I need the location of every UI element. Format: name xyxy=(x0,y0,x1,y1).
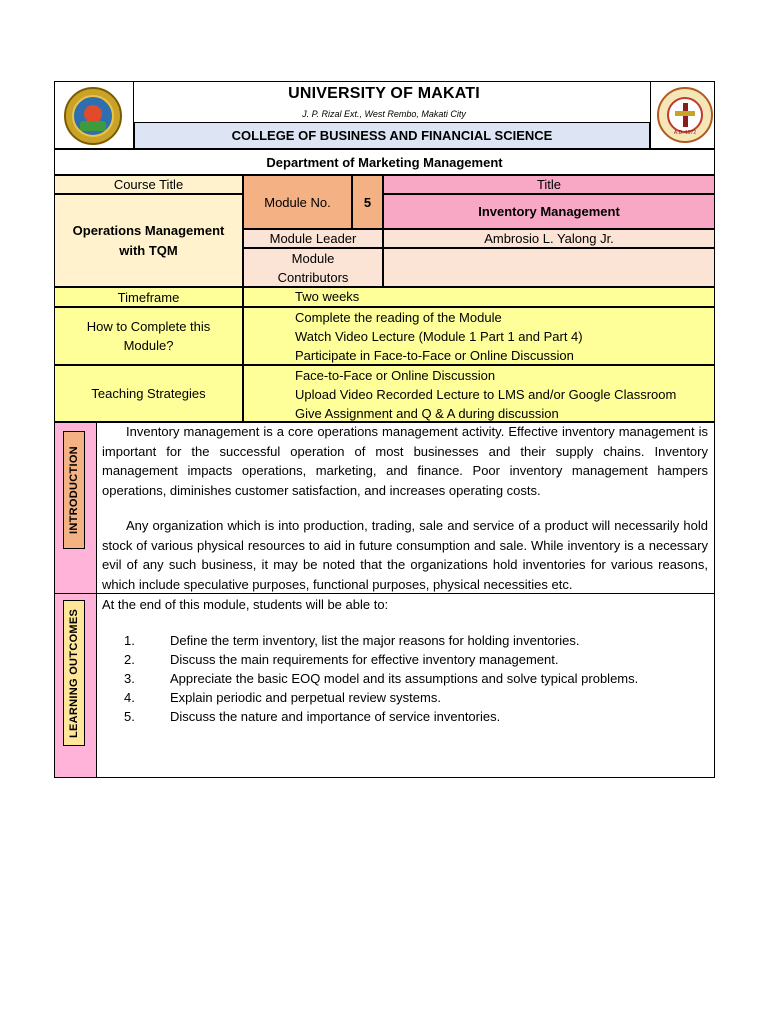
title-value: Inventory Management xyxy=(383,194,715,229)
module-document xyxy=(54,81,715,778)
list-item-text: Discuss the nature and importance of service inventories. xyxy=(170,709,501,724)
teaching-strategies-list xyxy=(243,365,715,422)
list-item-number: 5. xyxy=(124,709,135,724)
how-to-item: Watch Video Lecture (Module 1 Part 1 and Part 4) xyxy=(295,329,583,344)
list-item-text: Explain periodic and perpetual review systems. xyxy=(170,690,441,705)
teaching-item: Upload Video Recorded Lecture to LMS and/or Google Classroom xyxy=(295,387,677,402)
list-item-number: 4. xyxy=(124,690,135,705)
teaching-item: Give Assignment and Q & A during discussion xyxy=(295,406,559,421)
course-title-label: Course Title xyxy=(54,175,243,194)
how-to-item: Participate in Face-to-Face or Online Discussion xyxy=(295,348,574,363)
how-to-item: Complete the reading of the Module xyxy=(295,310,502,325)
department-name: Department of Marketing Management xyxy=(54,149,715,175)
timeframe-label: Timeframe xyxy=(54,287,243,307)
module-contributors-value xyxy=(383,248,715,287)
teaching-item: Face-to-Face or Online Discussion xyxy=(295,368,496,383)
how-to-label: How to Complete this Module? xyxy=(54,307,243,365)
module-leader-label: Module Leader xyxy=(243,229,383,248)
introduction-paragraph-1: Inventory management is a core operations management activity. Effective inventory management is important for the successful operation of most businesses and their supply chains. Inventory management impacts operations, marketing, and finance. Poor inventory management hampers operations, diminishes customer satisfaction, and increases operating costs. xyxy=(102,424,708,498)
college-name: COLLEGE OF BUSINESS AND FINANCIAL SCIENCE xyxy=(134,122,650,149)
title-label: Title xyxy=(383,175,715,194)
introduction-paragraph-2: Any organization which is into production, trading, sale and service of a product will necessarily hold stock of various physical resources to aid in future consumption and sale. While inventory is a necessary evil of any such business, it may be noted that the organizations hold inventories for various reasons, which include speculative purposes, functional purposes, physical necessities etc. xyxy=(102,518,708,592)
university-seal-right xyxy=(657,87,713,143)
list-item-text: Discuss the main requirements for effective inventory management. xyxy=(170,652,559,667)
university-address: J. P. Rizal Ext., West Rembo, Makati City xyxy=(302,109,466,119)
timeframe-value xyxy=(243,287,715,307)
introduction-label: INTRODUCTION xyxy=(63,431,85,549)
list-item-number: 3. xyxy=(124,671,135,686)
timeframe-text: Two weeks xyxy=(295,289,360,304)
learning-outcomes-lead: At the end of this module, students will be able to: xyxy=(102,597,389,612)
seal-year-text: A.D. 1972 xyxy=(673,130,697,136)
course-title-value: Operations Management with TQM xyxy=(54,194,243,287)
university-name: UNIVERSITY OF MAKATI xyxy=(288,85,480,102)
how-to-list xyxy=(243,307,715,365)
list-item-number: 1. xyxy=(124,633,135,648)
module-no-value: 5 xyxy=(352,175,383,229)
list-item-number: 2. xyxy=(124,652,135,667)
list-item-text: Define the term inventory, list the major reasons for holding inventories. xyxy=(170,633,580,648)
university-seal-left xyxy=(64,87,122,145)
module-no-label: Module No. xyxy=(243,175,352,229)
module-contributors-label: Module Contributors xyxy=(243,248,383,287)
list-item-text: Appreciate the basic EOQ model and its assumptions and solve typical problems. xyxy=(170,671,639,686)
learning-outcomes-label: LEARNING OUTCOMES xyxy=(63,600,85,746)
teaching-strategies-label: Teaching Strategies xyxy=(54,365,243,422)
module-leader-value: Ambrosio L. Yalong Jr. xyxy=(383,229,715,248)
